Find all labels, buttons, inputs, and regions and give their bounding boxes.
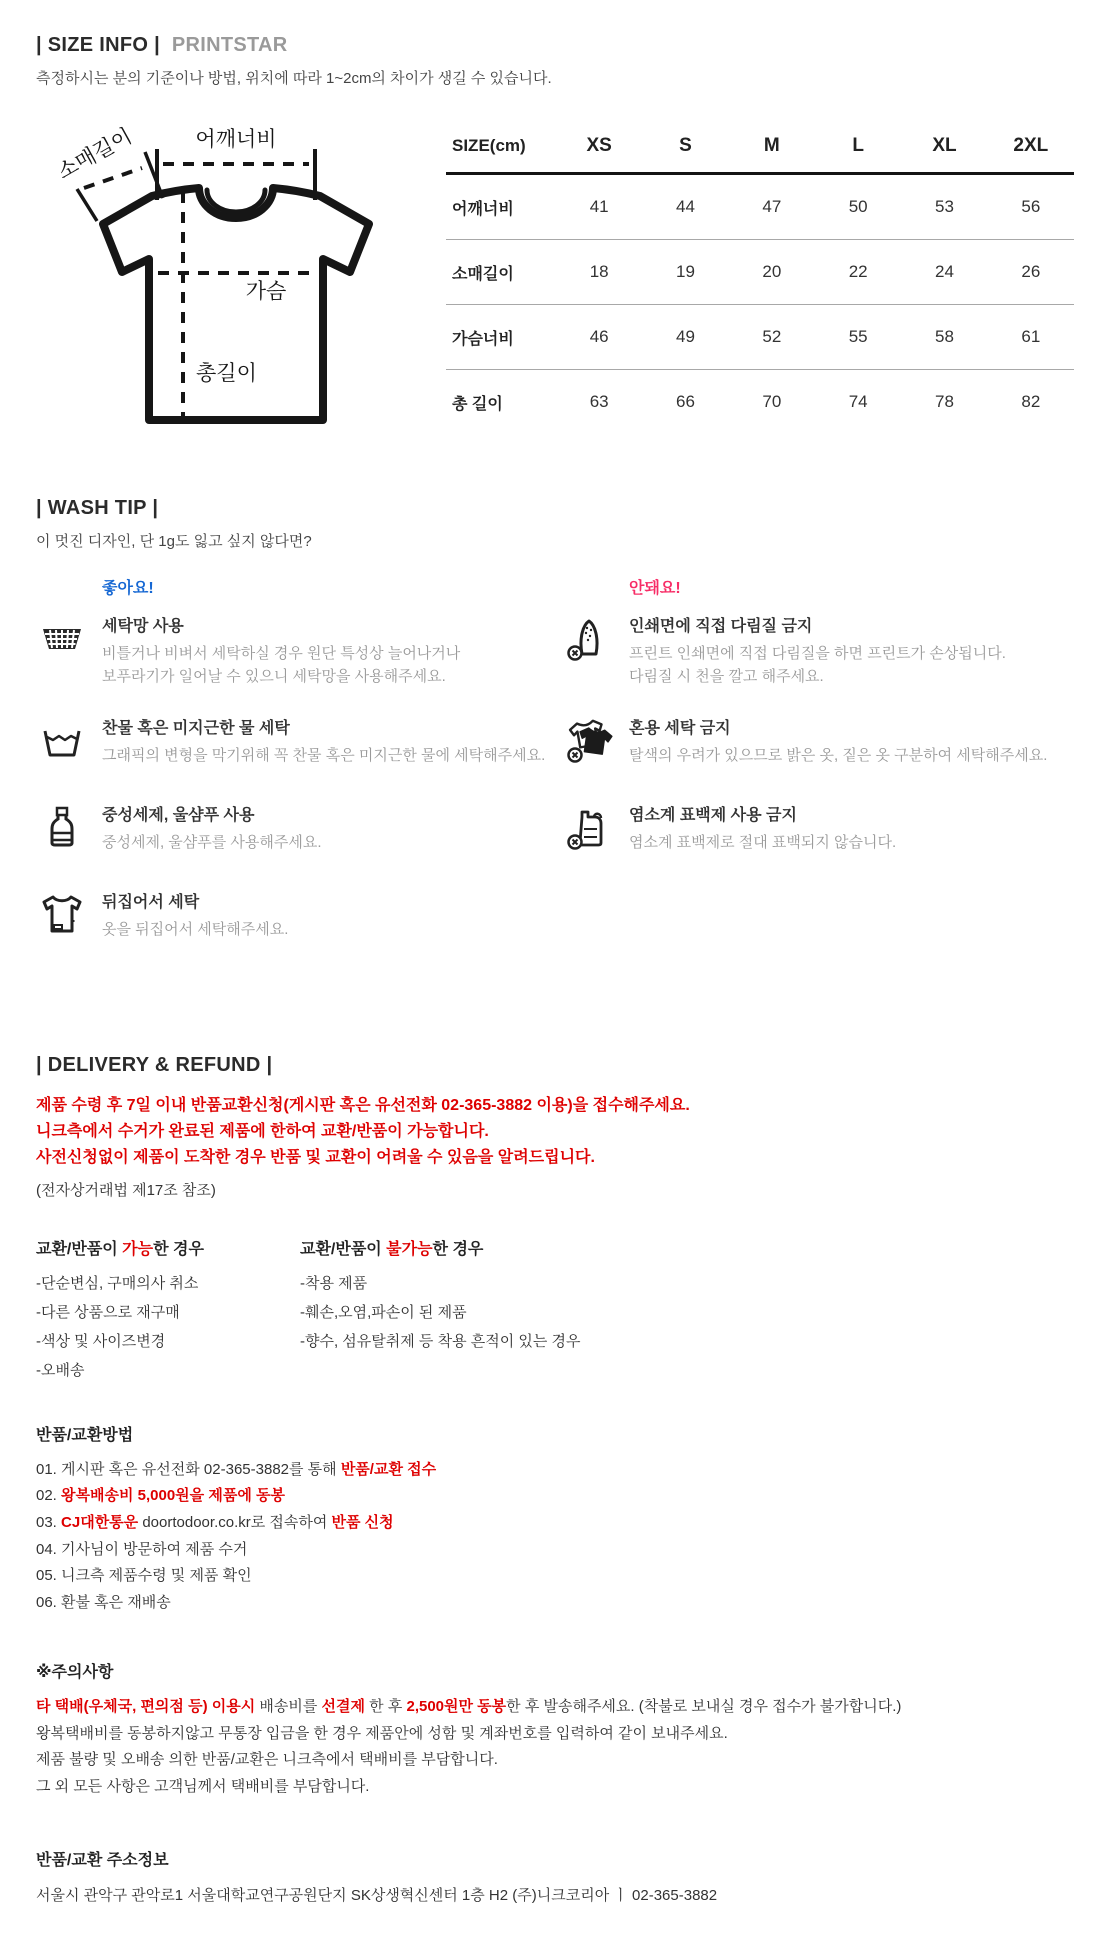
delivery-refund-section <box>36 1054 1074 1905</box>
case-item: -오배송 <box>36 1361 85 1379</box>
wash-item-title: 뒤집어서 세탁 <box>102 894 200 911</box>
size-table-row <box>446 304 1074 369</box>
size-value: 20 <box>762 262 782 281</box>
size-table-header-cell: XL <box>932 135 957 156</box>
length-label: 총길이 <box>196 362 257 385</box>
size-value: 49 <box>676 327 695 346</box>
size-value: 50 <box>848 197 868 216</box>
row-label: 총 길이 <box>452 395 503 413</box>
size-value: 41 <box>589 197 609 216</box>
case-item: -단순변심, 구매의사 취소 <box>36 1274 199 1292</box>
wash-bad-label: 안돼요! <box>629 580 681 597</box>
laundry-net-icon <box>36 613 88 688</box>
return-method-step: 05. 니크측 제품수령 및 제품 확인 <box>36 1567 252 1585</box>
size-value: 26 <box>1021 262 1041 281</box>
size-value: 66 <box>676 392 695 411</box>
size-value: 19 <box>676 262 695 281</box>
refund-notice-line: 사전신청없이 제품이 도착한 경우 반품 및 교환이 어려울 수 있음을 알려드립니다. <box>36 1148 595 1166</box>
caution-block <box>36 1659 1074 1801</box>
case-item: -향수, 섬유탈취제 등 착용 흔적이 있는 경우 <box>300 1332 581 1350</box>
wash-tip-subtitle: 이 멋진 디자인, 단 1g도 잃고 싶지 않다면? <box>36 533 312 550</box>
wash-item <box>36 802 555 862</box>
row-label: 소매길이 <box>452 265 514 283</box>
address-block <box>36 1847 1074 1905</box>
wash-item-title: 염소계 표백제 사용 금지 <box>629 807 797 824</box>
size-value: 52 <box>762 327 782 346</box>
wash-tip-title: | WASH TIP | <box>36 497 159 519</box>
address-title: 반품/교환 주소정보 <box>36 1851 169 1869</box>
size-value: 46 <box>589 327 609 346</box>
brand-label: PRINTSTAR <box>171 34 288 56</box>
wash-item <box>36 613 555 688</box>
size-info-subtitle: 측정하시는 분의 기준이나 방법, 위치에 따라 1~2cm의 차이가 생길 수 있습니다. <box>36 70 552 87</box>
caution-line: 왕복택배비를 동봉하지않고 무통장 입금을 한 경우 제품안에 성함 및 계좌번호를 입력하여 같이 보내주세요. <box>36 1724 728 1742</box>
size-value: 22 <box>848 262 868 281</box>
size-table-header-row <box>446 120 1074 175</box>
exchange-possible-title: 교환/반품이 가능한 경우 <box>36 1240 204 1258</box>
size-table <box>446 120 1074 434</box>
no-bleach-icon <box>563 802 615 862</box>
return-method-step: 01. 게시판 혹은 유선전화 02-365-3882를 통해 반품/교환 접수 <box>36 1460 437 1478</box>
tshirt-outline <box>103 188 369 420</box>
size-value: 47 <box>762 197 782 216</box>
wash-item-title: 인쇄면에 직접 다림질 금지 <box>629 618 813 635</box>
size-value: 78 <box>935 392 954 411</box>
size-table-header-cell: XS <box>586 135 612 156</box>
size-value: 61 <box>1021 327 1041 346</box>
sleeve-guide-right <box>145 152 163 198</box>
address-line: 서울시 관악구 관악로1 서울대학교연구공원단지 SK상생혁신센터 1층 H2 (주)니크코리아 ㅣ 02-365-3882 <box>36 1886 718 1904</box>
size-table-row <box>446 369 1074 434</box>
caution-line: 그 외 모든 사항은 고객님께서 택배비를 부담합니다. <box>36 1777 370 1795</box>
size-table-header-cell: L <box>852 135 864 156</box>
size-info-title-text: | SIZE INFO | <box>36 34 160 56</box>
wash-item-line: 그래픽의 변형을 막기위해 꼭 찬물 혹은 미지근한 물에 세탁해주세요. <box>102 747 546 764</box>
cold-water-icon <box>36 715 88 775</box>
delivery-title: | DELIVERY & REFUND | <box>36 1054 273 1076</box>
wash-item-line: 프린트 인쇄면에 직접 다림질을 하면 프린트가 손상됩니다. <box>629 645 1006 662</box>
wash-item <box>563 802 1074 862</box>
wash-bad-column <box>555 575 1074 976</box>
wash-good-label: 좋아요! <box>102 580 154 597</box>
sleeve-guide-left <box>77 189 97 221</box>
no-iron-icon <box>563 613 615 688</box>
size-table-header-cell: S <box>679 135 692 156</box>
size-value: 53 <box>935 197 954 216</box>
row-label: 가슴너비 <box>452 330 514 348</box>
size-value: 24 <box>935 262 954 281</box>
inside-out-shirt-icon <box>36 889 88 949</box>
size-value: 44 <box>676 197 695 216</box>
neutral-detergent-icon <box>36 802 88 862</box>
exchange-impossible-column <box>300 1236 1074 1388</box>
wash-item-line: 보푸라기가 일어날 수 있으니 세탁망을 사용해주세요. <box>102 667 446 685</box>
case-item: -다른 상품으로 재구매 <box>36 1303 180 1321</box>
wash-item-title: 중성세제, 울샴푸 사용 <box>102 807 255 824</box>
size-value: 18 <box>589 262 609 281</box>
wash-item-line: 비틀거나 비벼서 세탁하실 경우 원단 특성상 늘어나거나 <box>102 645 461 662</box>
wash-item <box>563 715 1074 775</box>
sleeve-label: 소매길이 <box>53 124 136 185</box>
wash-item-line: 염소계 표백제로 절대 표백되지 않습니다. <box>629 834 897 851</box>
size-value: 70 <box>762 392 782 411</box>
refund-notice-line: 니크측에서 수거가 완료된 제품에 한하여 교환/반품이 가능합니다. <box>36 1122 489 1140</box>
size-value: 63 <box>589 392 609 411</box>
wash-item-title: 찬물 혹은 미지근한 물 세탁 <box>102 720 290 737</box>
wash-item <box>563 613 1074 688</box>
wash-item-line: 탈색의 우려가 있으므로 밝은 옷, 짙은 옷 구분하여 세탁해주세요. <box>629 747 1048 764</box>
refund-notice <box>36 1093 1074 1171</box>
size-value: 58 <box>935 327 954 346</box>
size-value: 55 <box>848 327 868 346</box>
sleeve-dash-line <box>84 168 142 188</box>
return-method-step: 02. 왕복배송비 5,000원을 제품에 동봉 <box>36 1487 285 1505</box>
wash-item-title: 혼용 세탁 금지 <box>629 720 731 737</box>
wash-item <box>36 715 555 775</box>
caution-title: ※주의사항 <box>36 1663 114 1681</box>
case-item: -색상 및 사이즈변경 <box>36 1332 166 1350</box>
size-info-section <box>36 34 1074 453</box>
size-table-row <box>446 239 1074 304</box>
wash-item-line: 옷을 뒤집어서 세탁해주세요. <box>102 921 289 938</box>
row-label: 어깨너비 <box>452 200 514 218</box>
tshirt-collar-inner <box>207 190 265 212</box>
wash-good-column <box>36 575 555 976</box>
size-table-header-cell: M <box>763 135 780 156</box>
size-value: 82 <box>1021 392 1041 411</box>
law-note: (전자상거래법 제17조 참조) <box>36 1181 216 1199</box>
no-mixed-wash-icon <box>563 715 615 775</box>
size-table-header-cell: 2XL <box>1013 135 1049 156</box>
chest-label: 가슴 <box>245 280 287 303</box>
return-method-step: 04. 기사님이 방문하여 제품 수거 <box>36 1540 248 1558</box>
shoulder-label: 어깨너비 <box>195 128 277 151</box>
size-value: 56 <box>1021 197 1041 216</box>
wash-tip-section <box>36 497 1074 976</box>
size-table-row <box>446 175 1074 239</box>
return-method-block <box>36 1422 1074 1617</box>
size-info-title <box>36 34 1074 57</box>
tshirt-measure-diagram <box>36 118 446 453</box>
tshirt-diagram-svg <box>36 118 436 448</box>
wash-item-line: 중성세제, 울샴푸를 사용해주세요. <box>102 834 322 851</box>
case-item: -착용 제품 <box>300 1274 368 1292</box>
return-method-step: 03. CJ대한통운 doortodoor.co.kr로 접속하여 반품 신청 <box>36 1514 394 1532</box>
refund-notice-line: 제품 수령 후 7일 이내 반품교환신청(게시판 혹은 유선전화 02-365-3882 이용)을 접수해주세요. <box>36 1097 690 1114</box>
case-item: -훼손,오염,파손이 된 제품 <box>300 1303 467 1321</box>
return-method-title: 반품/교환방법 <box>36 1426 134 1444</box>
size-table-header-cell: SIZE(cm) <box>452 136 526 155</box>
wash-item <box>36 889 555 949</box>
wash-item-title: 세탁망 사용 <box>102 618 184 635</box>
caution-line: 타 택배(우체국, 편의점 등) 이용시 배송비를 선결제 한 후 2,500원만 동봉한 후 발송해주세요. (착불로 보내실 경우 접수가 불가합니다.) <box>36 1697 902 1715</box>
wash-item-line: 다림질 시 천을 깔고 해주세요. <box>629 667 824 685</box>
exchange-possible-column <box>36 1236 300 1388</box>
return-method-step: 06. 환불 혹은 재배송 <box>36 1594 171 1612</box>
caution-line: 제품 불량 및 오배송 의한 반품/교환은 니크측에서 택배비를 부담합니다. <box>36 1751 498 1769</box>
size-value: 74 <box>848 392 868 411</box>
exchange-impossible-title: 교환/반품이 불가능한 경우 <box>300 1240 484 1258</box>
